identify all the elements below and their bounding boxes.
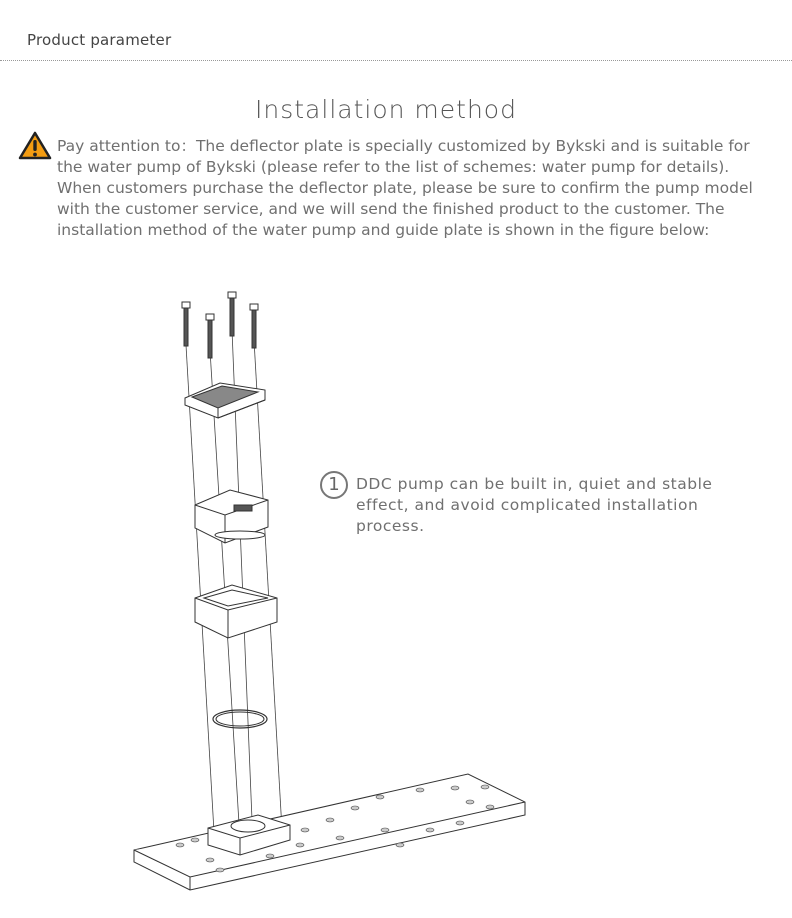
callout-text: DDC pump can be built in, quiet and stable effect, and avoid complicated installation process. <box>356 475 713 535</box>
section-header: Product parameter <box>27 31 172 49</box>
deflector-plate <box>134 774 525 890</box>
callout-number: 1 <box>320 471 348 499</box>
o-ring <box>213 710 267 728</box>
ddc-pump <box>195 490 268 543</box>
notice-text: Pay attention to：The deflector plate is specially customized by Bykski and is suitable for the water pump of Bykski (please refer to the list of schemes: water pump for details). When customers purchase the deflector plate, please be sure to confirm the pump model with the customer service, and we will send the finished product to the customer. The installation method of the water pump and guide plate is shown in the figure below: <box>57 137 753 239</box>
pump-cover <box>185 383 265 418</box>
pump-housing <box>195 585 277 638</box>
page-title: Installation method <box>255 95 517 124</box>
screws <box>182 292 258 358</box>
